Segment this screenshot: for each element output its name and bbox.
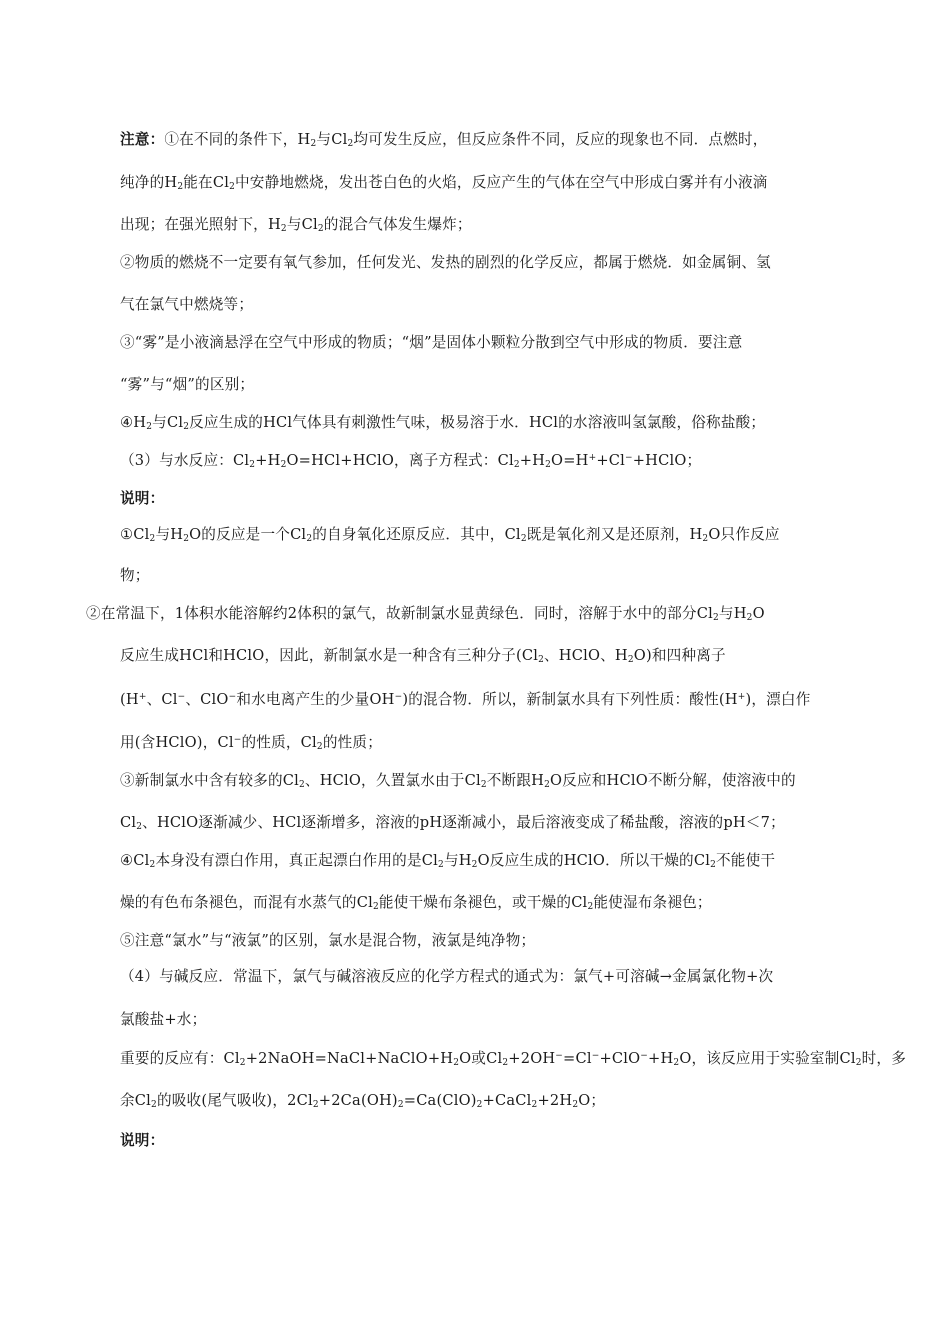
notice-line-4: ②物质的燃烧不一定要有氧气参加，任何发光、发热的剧烈的化学反应，都属于燃烧．如金属铜、氢 [120,254,771,271]
notice-line-2: 纯净的$H_2$能在$Cl_2$中安静地燃烧，发出苍白色的火焰，反应产生的气体在空气中形成白雾并有小液滴 [120,174,768,192]
notice-line-1: 注意：①在不同的条件下，$H_2$与$Cl_2$均可发生反应，但反应条件不同，反应的现象也不同．点燃时， [120,131,768,149]
notice-line-7: “雾”与“烟”的区别； [120,376,255,393]
explain1-line-10: 燥的有色布条褪色，而混有水蒸气的$Cl_2$能使干燥布条褪色，或干燥的$Cl_2$能使湿布条褪色； [120,894,712,912]
important-line-2: 余$Cl_2$的吸收(尾气吸收)，$2Cl_2+2Ca(OH)_2=Ca(ClO)_2+CaCl_2+2H_2O$； [120,1092,606,1110]
notice-line-6: ③“雾”是小液滴悬浮在空气中形成的物质；“烟”是固体小颗粒分散到空气中形成的物质．要注意 [120,334,743,351]
explain1-line-8: $Cl_2$、HClO逐渐减少、HCl逐渐增多，溶液的pH逐渐减小，最后溶液变成了稀盐酸，溶液的pH＜7； [120,814,785,832]
important-line-1: 重要的反应有：$Cl_2+2NaOH=NaCl+NaClO+H_2O$或$Cl_2+2OH^-=Cl^-+ClO^-+H_2O$，该反应用于实验室制$Cl_2$时，多 [120,1050,907,1068]
explain-label-2: 说明： [120,1132,165,1149]
explain1-line-5: (H+、Cl−、ClO−和水电离产生的少量OH−)的混合物．所以，新制氯水具有下列性质：酸性(H+)，漂白作 [120,691,811,708]
explain1-line-6: 用(含HClO)，Cl−的性质，$Cl_2$的性质； [120,734,383,752]
explain1-line-11: ⑤注意“氯水”与“液氯”的区别，氯水是混合物，液氯是纯净物； [120,932,536,949]
explain-label-1: 说明： [120,490,165,507]
notice-line-5: 气在氯气中燃烧等； [120,296,254,313]
explain1-line-1: $①Cl_2$与$H_2O$的反应是一个$Cl_2$的自身氧化还原反应．其中，$Cl_2$既是氧化剂又是还原剂，$H_2O$只作反应 [120,526,780,544]
notice-label: 注意： [120,131,165,148]
explain1-line-2: 物； [120,567,150,584]
explain1-line-4: 反应生成HCl和HClO，因此，新制氯水是一种含有三种分子($Cl_2$、HClO、$H_2O$)和四种离子 [120,647,726,665]
alkali-line-1: （4）与碱反应．常温下，氯气与碱溶液反应的化学方程式的通式为：氯气+可溶碱→金属氯化物+次 [120,968,774,985]
alkali-line-2: 氯酸盐+水； [120,1011,207,1028]
explain1-line-9: $④Cl_2$本身没有漂白作用，真正起漂白作用的是$Cl_2$与$H_2O$反应生成的HClO．所以干燥的$Cl_2$不能使干 [120,852,776,870]
water-reaction-line: （3）与水反应：$Cl_2+H_2O=HCl+HClO$，离子方程式：$Cl_2+H_2O=H^++Cl^-+HClO$； [120,452,702,470]
notice-line-3: 出现；在强光照射下，$H_2$与$Cl_2$的混合气体发生爆炸； [120,216,472,234]
notice-line-8: $④H_2$与$Cl_2$反应生成的HCl气体具有刺激性气味，极易溶于水．HCl的水溶液叫氢氯酸，俗称盐酸； [120,414,766,432]
explain1-line-7: ③新制氯水中含有较多的$Cl_2$、HClO，久置氯水由于$Cl_2$不断跟$H_2O$反应和HClO不断分解，使溶液中的 [120,772,796,790]
explain1-line-3: ②在常温下，1体积水能溶解约2体积的氯气，故新制氯水显黄绿色．同时，溶解于水中的部分$Cl_2$与$H_2O$ [86,605,765,623]
